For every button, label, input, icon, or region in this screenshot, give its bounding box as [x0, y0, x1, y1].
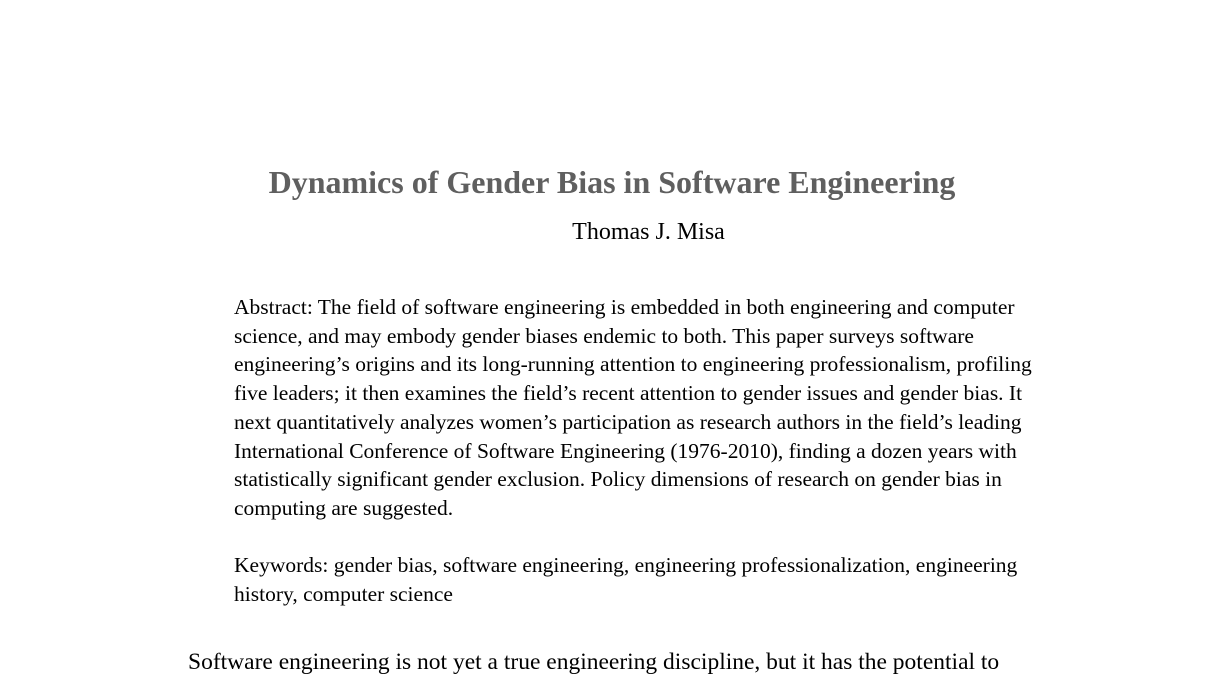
abstract	[234, 293, 1064, 523]
keywords-line: Keywords: gender bias, software engineering, engineering professionalization, engineering	[234, 553, 1018, 577]
abstract-line: computing are suggested.	[234, 495, 454, 520]
abstract-line: science, and may embody gender biases endemic to both. This paper surveys software	[234, 323, 974, 348]
author-name: Thomas J. Misa	[572, 219, 725, 245]
paper-title: Dynamics of Gender Bias in Software Engineering	[268, 164, 956, 201]
body-paragraph: Software engineering is not yet a true engineering discipline, but it has the potential to	[188, 649, 1000, 675]
abstract-line: five leaders; it then examines the field’s recent attention to gender issues and gender bias. It	[234, 381, 1023, 406]
keywords	[234, 551, 1064, 608]
abstract-line: engineering’s origins and its long-running attention to engineering professionalism, profiling	[234, 352, 1032, 377]
abstract-line: next quantitatively analyzes women’s participation as research authors in the field’s leading	[234, 409, 1022, 434]
abstract-line: statistically significant gender exclusion. Policy dimensions of research on gender bias in	[234, 467, 1002, 492]
abstract-line: Abstract: The field of software engineering is embedded in both engineering and computer	[234, 295, 1015, 319]
keywords-line: history, computer science	[234, 581, 453, 606]
abstract-line: International Conference of Software Engineering (1976-2010), finding a dozen years with	[234, 438, 1017, 463]
